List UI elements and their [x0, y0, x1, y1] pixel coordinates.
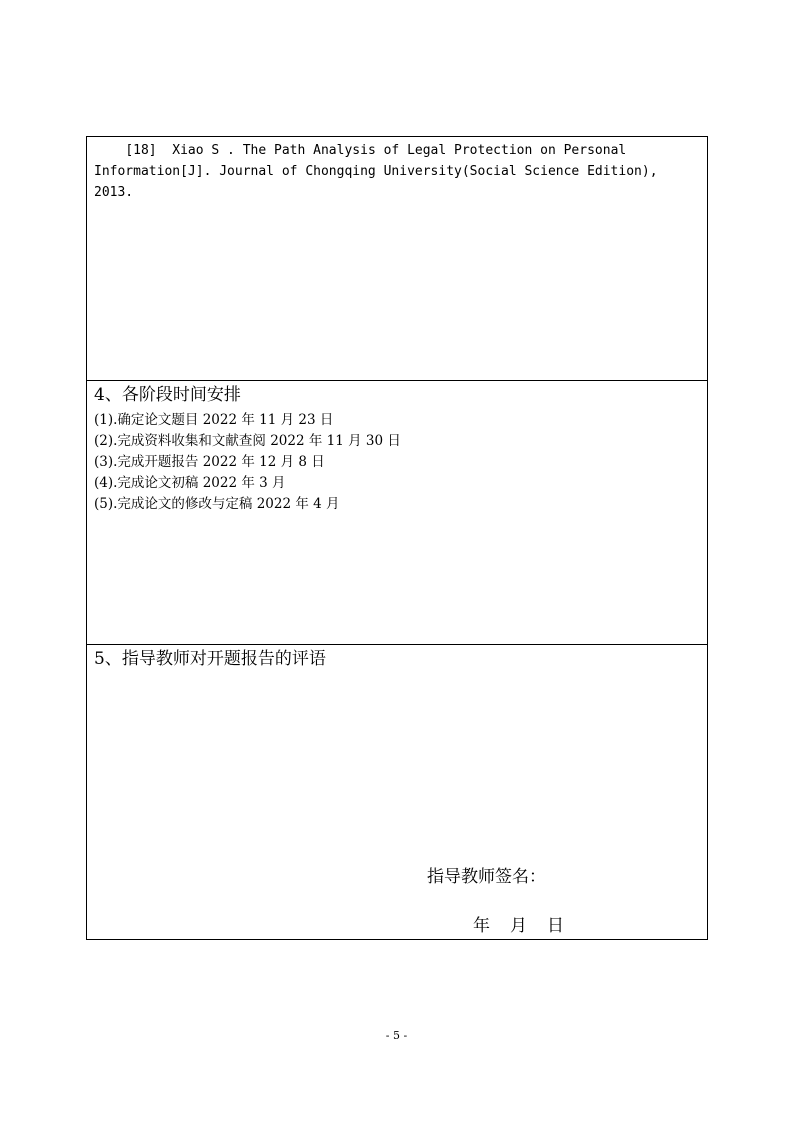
references-cell: [86, 136, 708, 381]
signature-date: [473, 915, 564, 937]
schedule-item: (5).完成论文的修改与定稿 2022 年 4 月: [94, 496, 340, 512]
schedule-item: (4).完成论文初稿 2022 年 3 月: [94, 475, 286, 491]
advisor-comment-cell: [86, 644, 708, 940]
schedule-item: (1).确定论文题目 2022 年 11 月 23 日: [94, 412, 334, 428]
advisor-signature-label: 指导教师签名：: [427, 867, 546, 887]
page-number: - 5 -: [385, 1029, 408, 1042]
date-day-label: 日: [547, 916, 564, 936]
schedule-heading: 4、各阶段时间安排: [94, 385, 241, 405]
schedule-item: (3).完成开题报告 2022 年 12 月 8 日: [94, 454, 325, 470]
schedule-cell: [86, 380, 708, 645]
reference-entry: [18] Xiao S . The Path Analysis of Legal Protection on Personal Information[J]. Journal of Chongqing University(Social Science Edition), 2013.: [94, 143, 666, 200]
schedule-item: (2).完成资料收集和文献查阅 2022 年 11 月 30 日: [94, 433, 401, 449]
advisor-comment-heading: 5、指导教师对开题报告的评语: [94, 649, 326, 669]
date-year-label: 年: [473, 916, 490, 936]
date-month-label: 月: [510, 916, 527, 936]
schedule-list: [94, 410, 401, 515]
